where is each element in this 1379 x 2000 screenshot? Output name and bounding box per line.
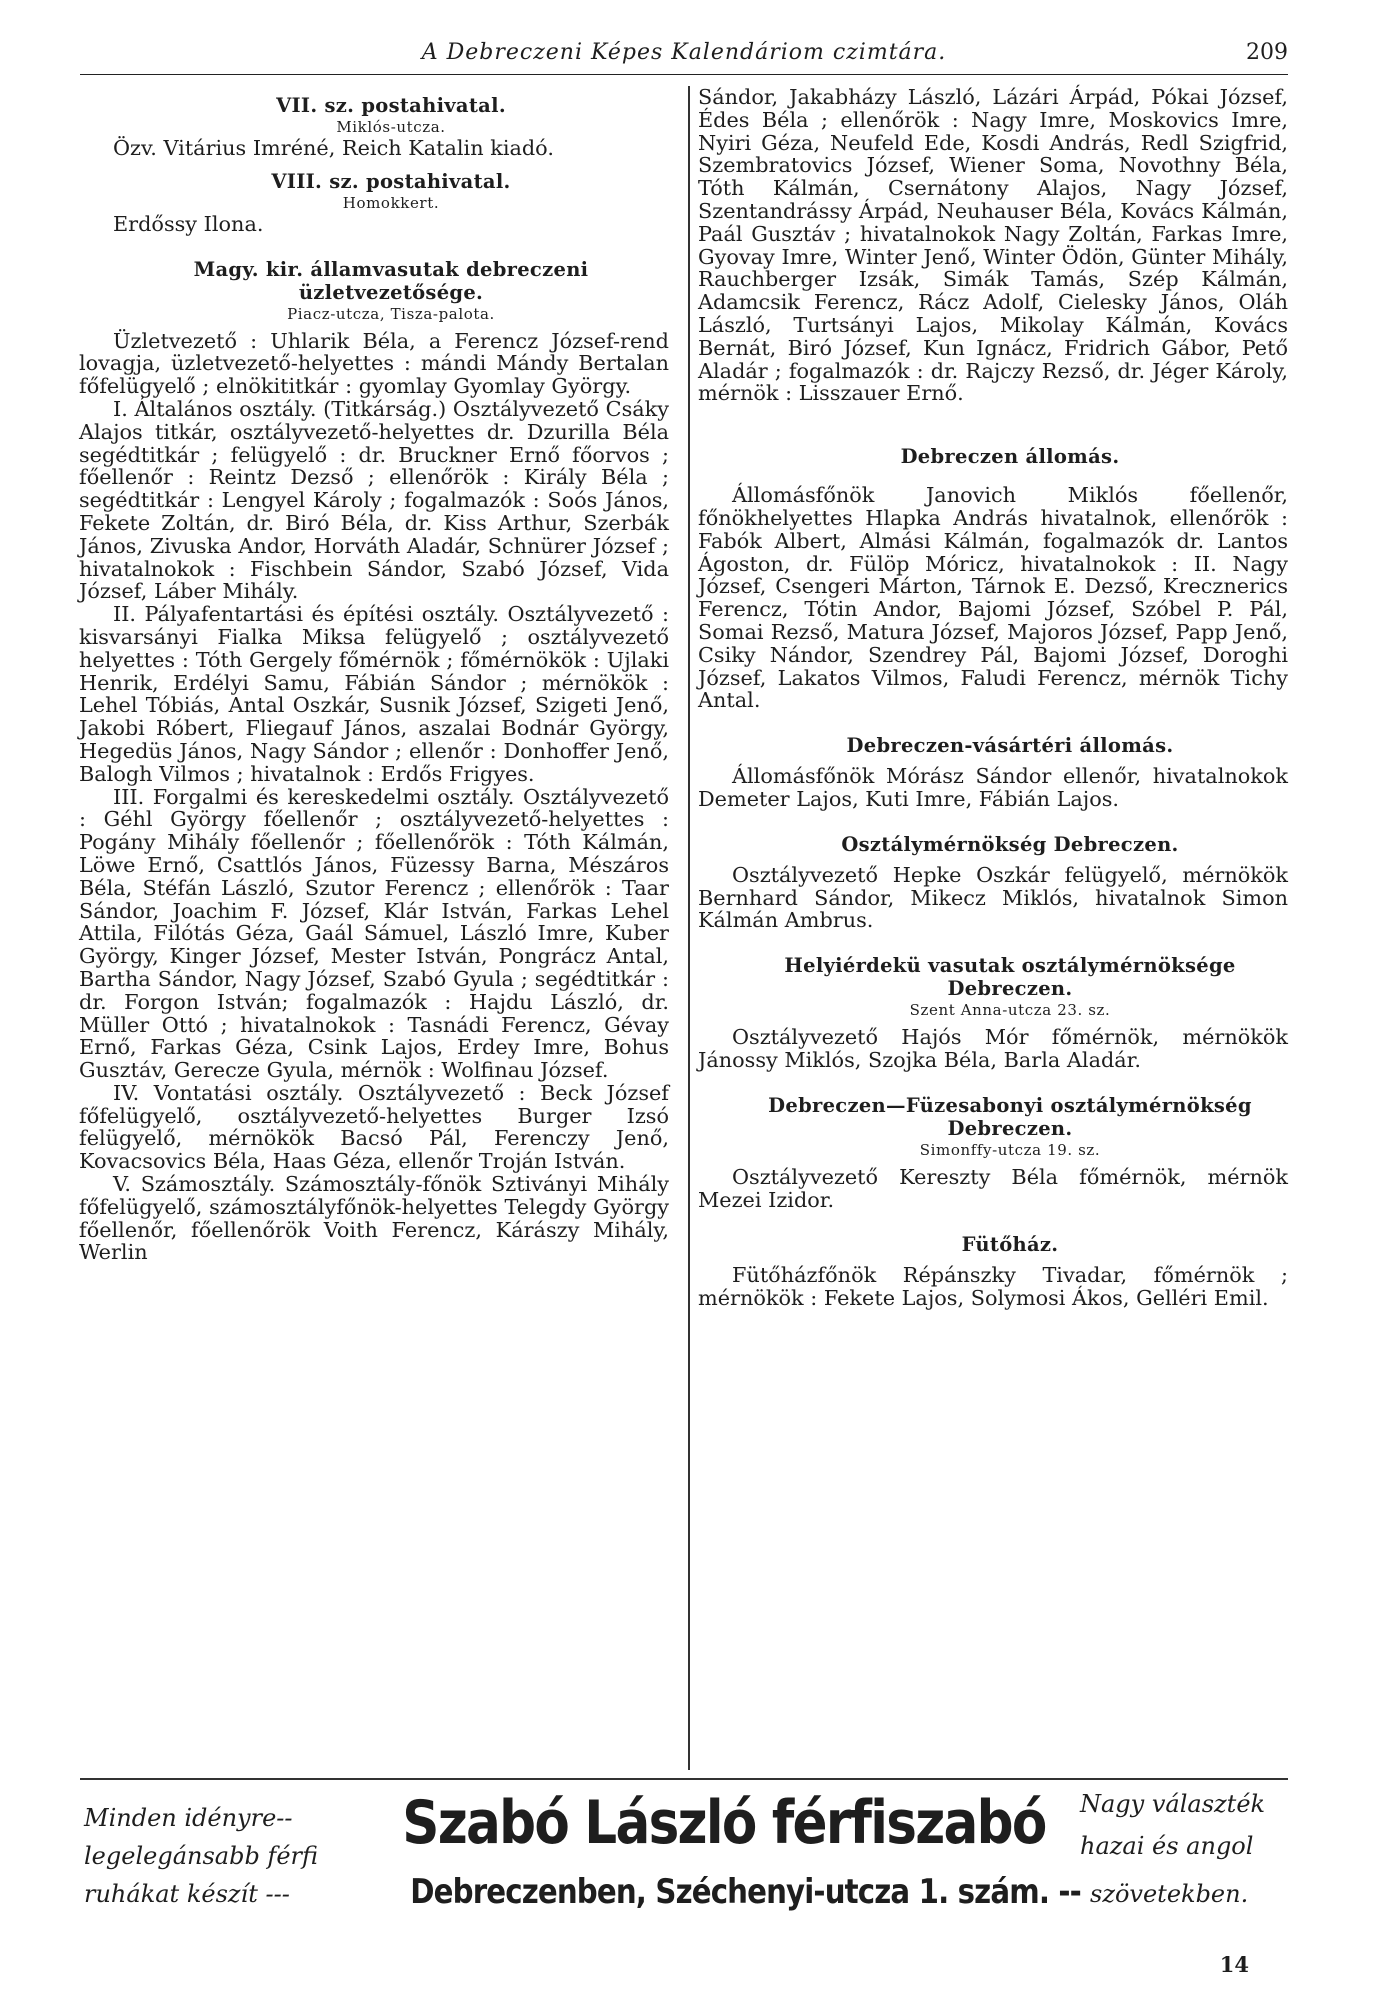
fuzesabony-section-address: Simonffy-utcza 19. sz. bbox=[919, 1140, 1101, 1159]
engineering-section-text: Osztályvezető Hepke Oszkár felügyelő, mérnökök Bernhard Sándor, Mikecz Miklós, hivatalnok Simon Kálmán Ambrus. bbox=[698, 862, 1288, 933]
ad-left-line-3: ruhákat készít --- bbox=[84, 1880, 290, 1908]
local-railways-title-line-2: Debreczen. bbox=[947, 977, 1073, 1001]
ad-left-line-2: legelegánsabb férfi bbox=[84, 1842, 318, 1870]
sheet-number: 14 bbox=[1219, 1952, 1249, 1977]
fuzesabony-section-title-line-1: Debreczen—Füzesabonyi osztálymérnökség bbox=[768, 1093, 1252, 1117]
post-office-7-address: Miklós-utcza. bbox=[336, 118, 446, 136]
traction-department-text: IV. Vontatási osztály. Osztályvezető : Beck József főfelügyelő, osztályvezető-helyettes Burger Izsó felügyelő, mérnökök Bacsó Pál, Ferenczy Jenő, Kovacsovics Béla, Haas Géza, ellenőr Troján István. bbox=[79, 1080, 669, 1174]
running-header bbox=[80, 38, 1288, 75]
fuzesabony-section-title-line-2: Debreczen. bbox=[947, 1116, 1073, 1140]
left-column bbox=[79, 86, 669, 1264]
column-divider bbox=[688, 86, 690, 1770]
post-office-8-address: Homokkert. bbox=[342, 193, 440, 212]
ad-address-line: Debreczenben, Széchenyi-utcza 1. szám. -- bbox=[410, 1872, 1081, 1912]
railway-title-line-1: Magy. kir. államvasutak debreczeni bbox=[193, 257, 589, 281]
post-office-8-title: VIII. sz. postahivatal. bbox=[271, 169, 511, 193]
engineering-section-title: Osztálymérnökség Debreczen. bbox=[841, 832, 1179, 856]
ad-right-line-3: szövetekben. bbox=[1090, 1880, 1249, 1908]
local-railways-title-line-1: Helyiérdekü vasutak osztálymérnöksége bbox=[784, 954, 1236, 978]
local-railways-text: Osztályvezető Hajós Mór főmérnök, mérnökök Jánossy Miklós, Szojka Béla, Barla Aladár. bbox=[698, 1025, 1288, 1072]
railway-management-text: Üzletvezető : Uhlarik Béla, a Ferencz József-rend lovagja, üzletvezető-helyettes : mándi Mándy Bertalan főfelügyelő ; elnökititkár : gyomlay Gyomlay György. bbox=[79, 328, 669, 399]
fuzesabony-section-text: Osztályvezető Kereszty Béla főmérnök, mérnök Mezei Izidor. bbox=[698, 1164, 1288, 1212]
ad-left-line-1: Minden idényre-- bbox=[84, 1804, 293, 1832]
debreczen-station-text: Állomásfőnök Janovich Miklós főellenőr, főnökhelyettes Hlapka András hivatalnok, ellenőrök : Fabók Albert, Almási Kálmán, fogalmazók dr. Lantos Ágoston, dr. Fülöp Móricz, hivatalnokok : II. Nagy József, Csengeri Márton, Tárnok E. Dezső, Krecznerics Ferencz, Tótin Andor, Bajomi József, Szóbel P. Pál, Somai Rezső, Matura József, Majoros József, Papp Jenő, Csiky Nándor, Szendrey Pál, Bajomi József, Doroghi József, Lakatos Vilmos, Faludi Ferencz, mérnök Tichy Antal. bbox=[698, 483, 1288, 713]
tailor-advertisement bbox=[80, 1782, 1288, 1932]
track-department-text: II. Pályafentartási és építési osztály. Osztályvezető : kisvarsányi Fialka Miksa felügyelő ; osztályvezető helyettes : Tóth Gergely főmérnök ; főmérnökök : Ujlaki Henrik, Erdélyi Samu, Fábián Sándor ; mérnökök : Lehel Tóbiás, Antal Oszkár, Susnik József, Szigeti Jenő, Jakobi Róbert, Fliegauf János, aszalai Bodnár György, Hegedüs János, Nagy Sándor ; ellenőr : Donhoffer Jenő, Balogh Vilmos ; hivatalnok : Erdős Frigyes. bbox=[79, 602, 669, 786]
traffic-department-text: III. Forgalmi és kereskedelmi osztály. Osztályvezető : Géhl György főellenőr ; osztályvezető-helyettes : Pogány Mihály főellenőr ; főellenőrök : Tóth Kálmán, Löwe Ernő, Csattlós János, Füzessy Barna, Mészáros Béla, Stéfán László, Szutor Ferencz ; ellenőrök : Taar Sándor, Joachim F. József, Klár István, Farkas Lehel Attila, Filótás Géza, Gaál Sámuel, László Imre, Kuber György, Kinger József, Mester István, Pongrácz Antal, Bartha Sándor, Nagy József, Szabó Gyula ; segédtitkár : dr. Forgon István; fogalmazók : Hajdu László, dr. Müller Ottó ; hivatalnokok : Tasnádi Ferencz, Gévay Ernő, Farkas Géza, Csink Lajos, Erdey Imre, Bohus Gusztáv, Gerecze Gyula, mérnök : Wolfinau József. bbox=[79, 784, 669, 1083]
accounting-department-continued: Sándor, Jakabházy László, Lázári Árpád, Pókai József, Édes Béla ; ellenőrök : Nagy Imre, Moskovics Imre, Nyiri Géza, Neufeld Ede, Kosdi András, Redl Szigfrid, Szembratovics József, Wiener Soma, Novothny Béla, Tóth Kálmán, Csernátony Alajos, Nagy József, Szentandrássy Árpád, Neuhauser Béla, Kovács Kálmán, Paál Gusztáv ; hivatalnokok Nagy Zoltán, Farkas Imre, Gyovay Imre, Winter Jenő, Winter Ödön, Günter Mihály, Rauchberger Izsák, Simák Tamás, Szép Kálmán, Adamcsik Ferencz, Rácz Adolf, Cielesky János, Oláh László, Turtsányi Lajos, Mikolay Kálmán, Kovács Bernát, Biró József, Kun Ignácz, Fridrich Gábor, Pető Aladár ; fogalmazók : dr. Rajczy Rezső, dr. Jéger Károly, mérnök : Lisszauer Ernő. bbox=[698, 85, 1288, 406]
railway-title-line-2: üzletvezetősége. bbox=[298, 280, 484, 304]
general-department-text: I. Általános osztály. (Titkárság.) Osztályvezető Csáky Alajos titkár, osztályvezető-helyettes dr. Dzurilla Béla segédtitkár ; felügyelő : dr. Bruckner Ernő főorvos ; főellenőr : Reintz Dezső ; ellenőrök : Király Béla ; segédtitkár : Lengyel Károly ; fogalmazók : Soós János, Fekete Zoltán, dr. Biró Béla, dr. Kiss Arthur, Szerbák János, Zivuska Andor, Horváth Aladár, Schnürer József ; hivatalnokok : Fischbein Sándor, Szabó József, Vida József, Láber Mihály. bbox=[79, 396, 669, 604]
page-number: 209 bbox=[1246, 40, 1288, 65]
ad-right-line-2: hazai és angol bbox=[1080, 1832, 1254, 1860]
post-office-7-title: VII. sz. postahivatal. bbox=[276, 94, 506, 117]
railway-address: Piacz-utcza, Tisza-palota. bbox=[287, 304, 495, 323]
post-office-7-text: Özv. Vitárius Imréné, Reich Katalin kiadó. bbox=[113, 136, 554, 160]
engine-house-title: Fütőház. bbox=[961, 1233, 1059, 1257]
local-railways-address: Szent Anna-utcza 23. sz. bbox=[909, 1001, 1111, 1020]
accounting-department-text: V. Számosztály. Számosztály-főnök Sztiványi Mihály főfelügyelő, számosztályfőnök-helyettes Telegdy György főellenőr, főellenőrök Voith Ferencz, Kárászy Mihály, Werlin bbox=[79, 1172, 669, 1265]
vasarteri-station-title: Debreczen-vásártéri állomás. bbox=[846, 734, 1174, 758]
header-title: A Debreczeni Képes Kalendáriom czimtára. bbox=[421, 40, 947, 65]
post-office-8-text: Erdőssy Ilona. bbox=[113, 211, 264, 236]
ad-right-line-1: Nagy választék bbox=[1080, 1790, 1266, 1818]
ad-headline: Szabó László férfiszabó bbox=[402, 1788, 1046, 1858]
engine-house-text: Fütőházfőnök Répánszky Tivadar, főmérnök ; mérnökök : Fekete Lajos, Solymosi Ákos, Gelléri Emil. bbox=[698, 1263, 1288, 1311]
debreczen-station-title: Debreczen állomás. bbox=[900, 445, 1120, 469]
advertisement-rule bbox=[80, 1778, 1288, 1780]
vasarteri-station-text: Állomásfőnök Mórász Sándor ellenőr, hivatalnokok Demeter Lajos, Kuti Imre, Fábián Lajos. bbox=[698, 764, 1288, 811]
right-column bbox=[698, 86, 1288, 1310]
